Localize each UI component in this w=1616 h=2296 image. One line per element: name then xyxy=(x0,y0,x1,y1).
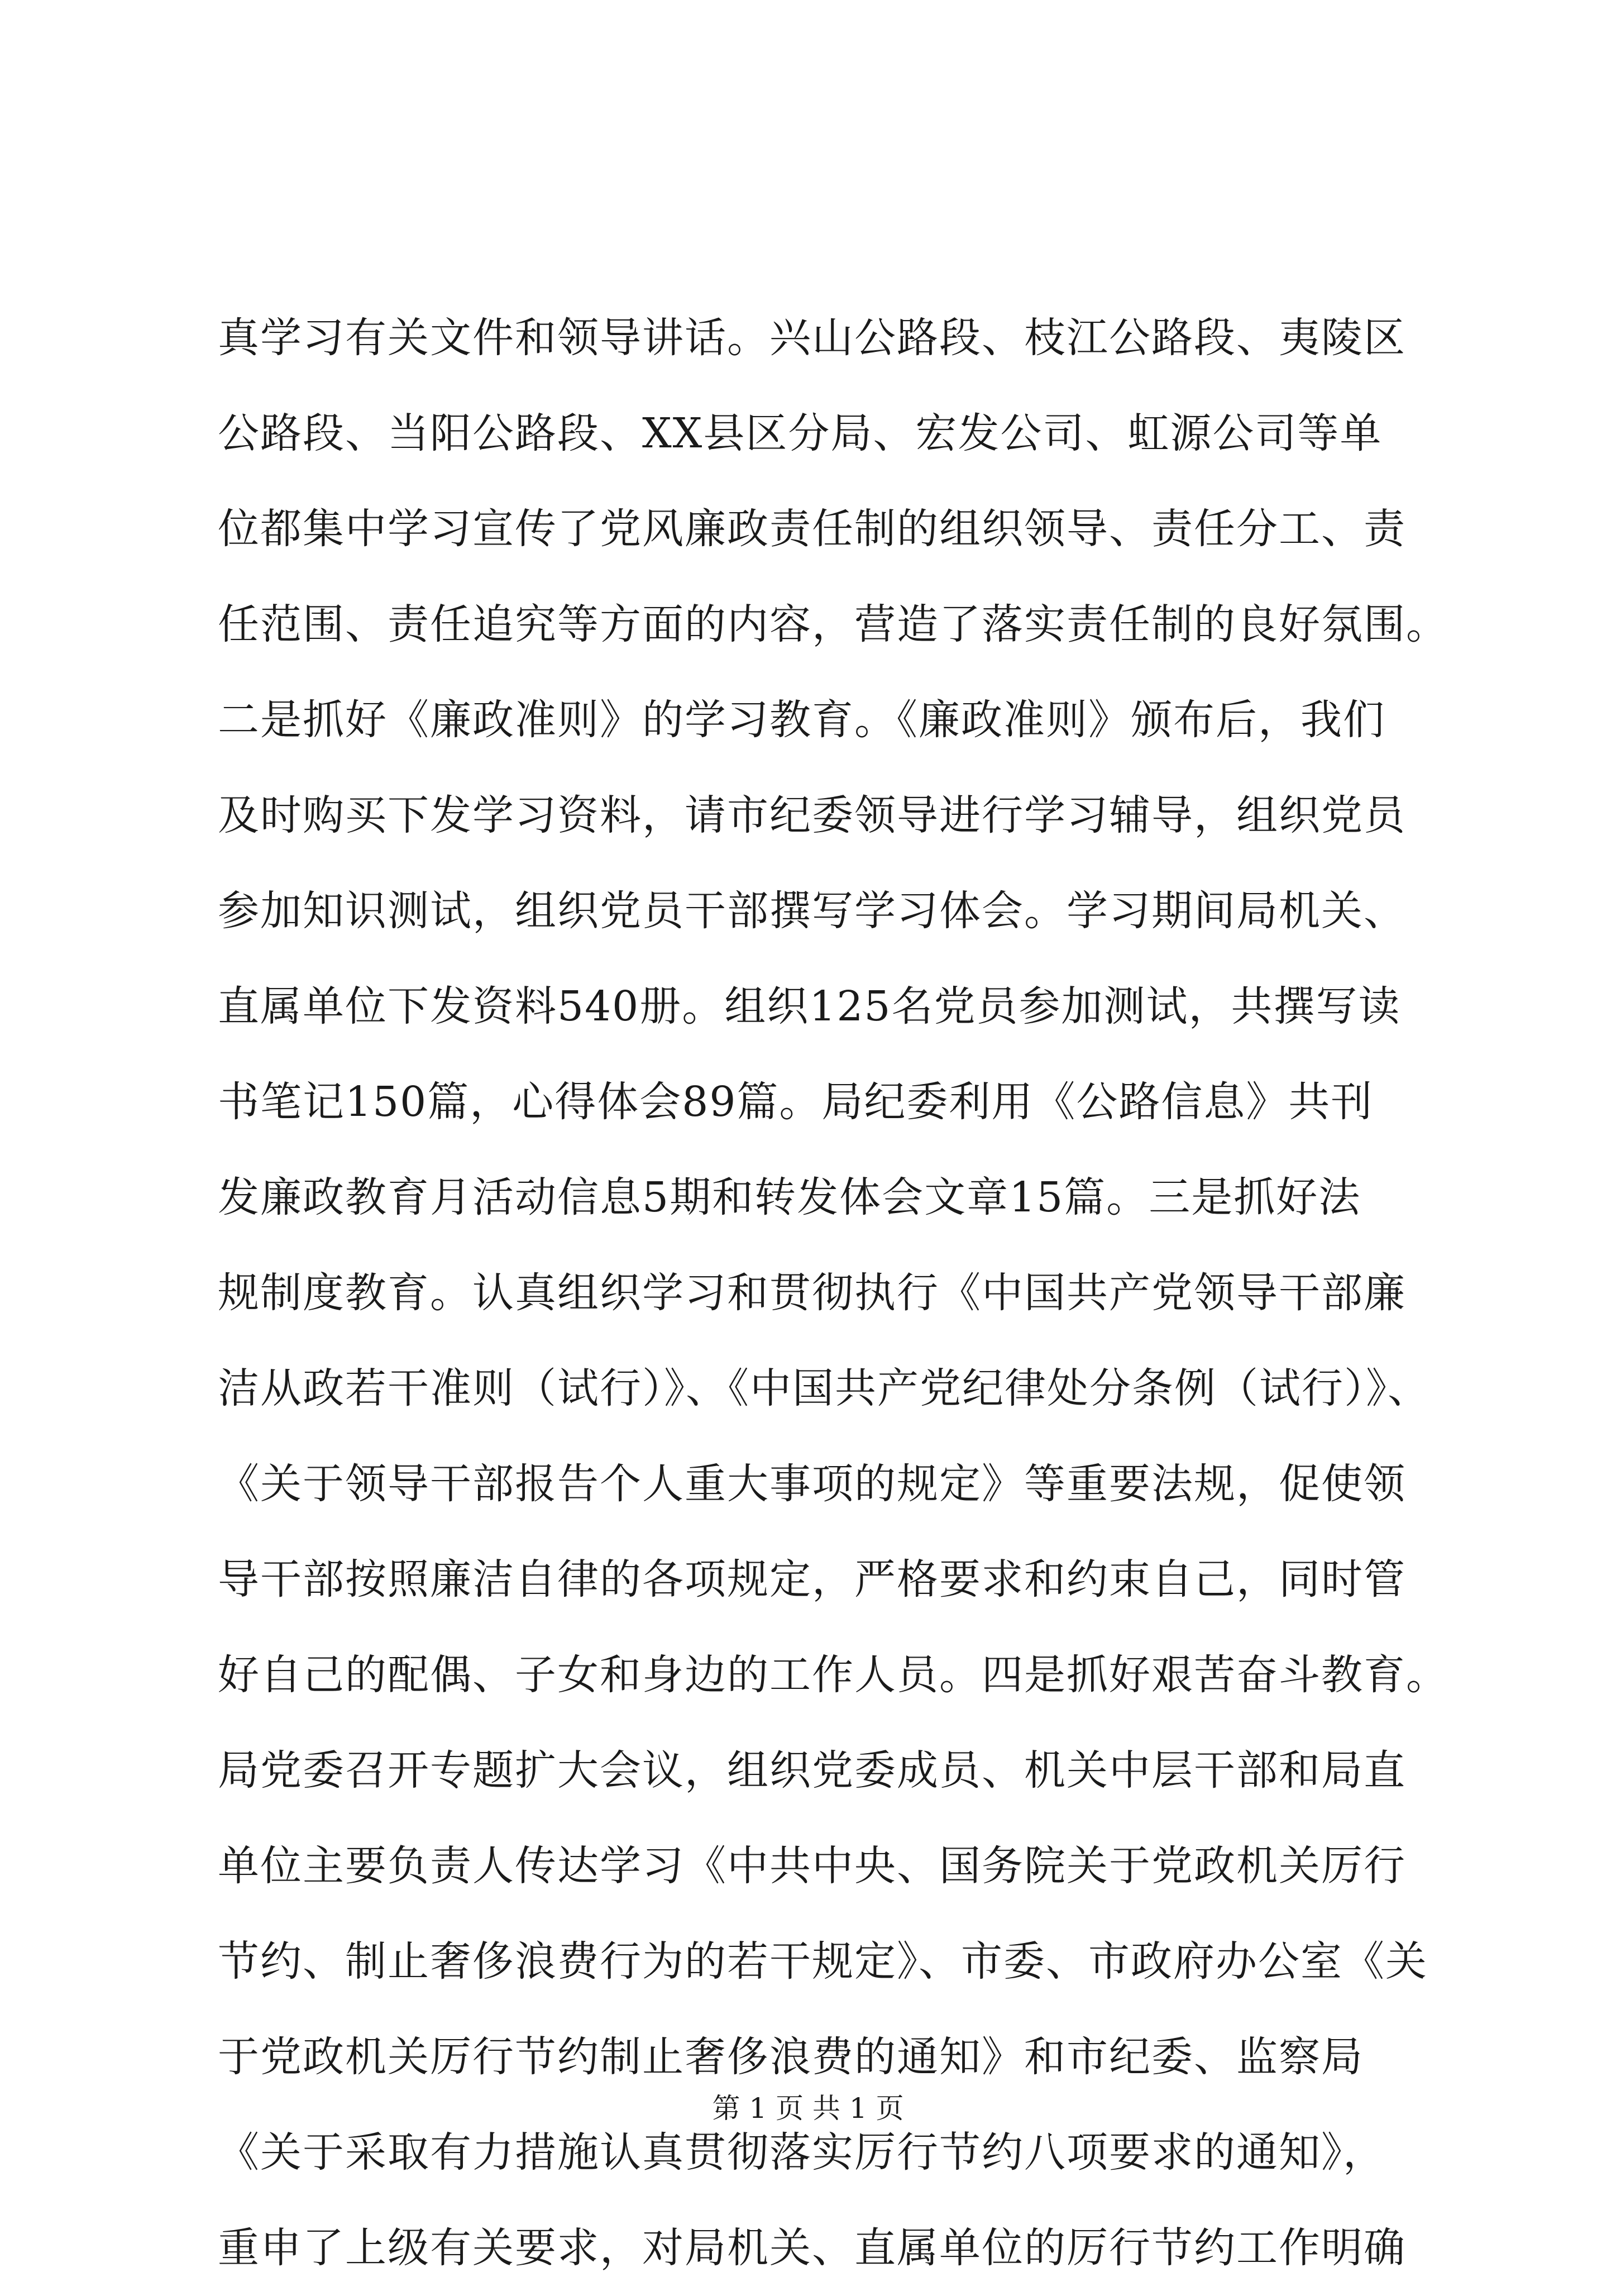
text-line: 节约、制止奢侈浪费行为的若干规定》、市委、市政府办公室《关 xyxy=(218,1937,1428,1985)
text-line: 位都集中学习宣传了党风廉政责任制的组织领导、责任分工、责 xyxy=(218,505,1406,553)
document-body xyxy=(218,290,1448,2296)
text-line: 任范围、责任追究等方面的内容，营造了落实责任制的良好氛围。 xyxy=(218,600,1448,648)
text-line: 洁从政若干准则（试行）》、《中国共产党纪律处分条例（试行）》、 xyxy=(218,1364,1430,1412)
page-number-label: 第 1 页 共 1 页 xyxy=(712,2092,904,2125)
text-line: 公路段、当阳公路段、XX县区分局、宏发公司、虹源公司等单 xyxy=(218,409,1383,457)
text-line: 《关于采取有力措施认真贯彻落实厉行节约八项要求的通知》， xyxy=(218,2128,1385,2176)
text-line: 重申了上级有关要求，对局机关、直属单位的厉行节约工作明确 xyxy=(218,2224,1406,2272)
text-line: 局党委召开专题扩大会议，组织党委成员、机关中层干部和局直 xyxy=(218,1746,1406,1794)
text-line: 及时购买下发学习资料，请市纪委领导进行学习辅导，组织党员 xyxy=(218,791,1406,839)
text-line: 《关于领导干部报告个人重大事项的规定》等重要法规，促使领 xyxy=(218,1460,1406,1508)
text-line: 规制度教育。认真组织学习和贯彻执行《中国共产党领导干部廉 xyxy=(218,1269,1406,1317)
text-line: 发廉政教育月活动信息5期和转发体会文章15篇。三是抓好法 xyxy=(218,1173,1361,1221)
page-footer xyxy=(0,2089,1616,2128)
text-line: 真学习有关文件和领导讲话。兴山公路段、枝江公路段、夷陵区 xyxy=(218,314,1406,362)
text-line: 单位主要负责人传达学习《中共中央、国务院关于党政机关厉行 xyxy=(218,1842,1406,1890)
text-line: 直属单位下发资料540册。组织125名党员参加测试，共撰写读 xyxy=(218,982,1401,1030)
text-line: 好自己的配偶、子女和身边的工作人员。四是抓好艰苦奋斗教育。 xyxy=(218,1651,1448,1699)
text-line: 导干部按照廉洁自律的各项规定，严格要求和约束自己，同时管 xyxy=(218,1555,1406,1603)
text-line: 二是抓好《廉政准则》的学习教育。《廉政准则》颁布后，我们 xyxy=(218,696,1385,744)
text-line: 参加知识测试，组织党员干部撰写学习体会。学习期间局机关、 xyxy=(218,887,1406,935)
text-line: 书笔记150篇，心得体会89篇。局纪委利用《公路信息》共刊 xyxy=(218,1078,1374,1126)
text-line: 于党政机关厉行节约制止奢侈浪费的通知》和市纪委、监察局 xyxy=(218,2033,1364,2081)
